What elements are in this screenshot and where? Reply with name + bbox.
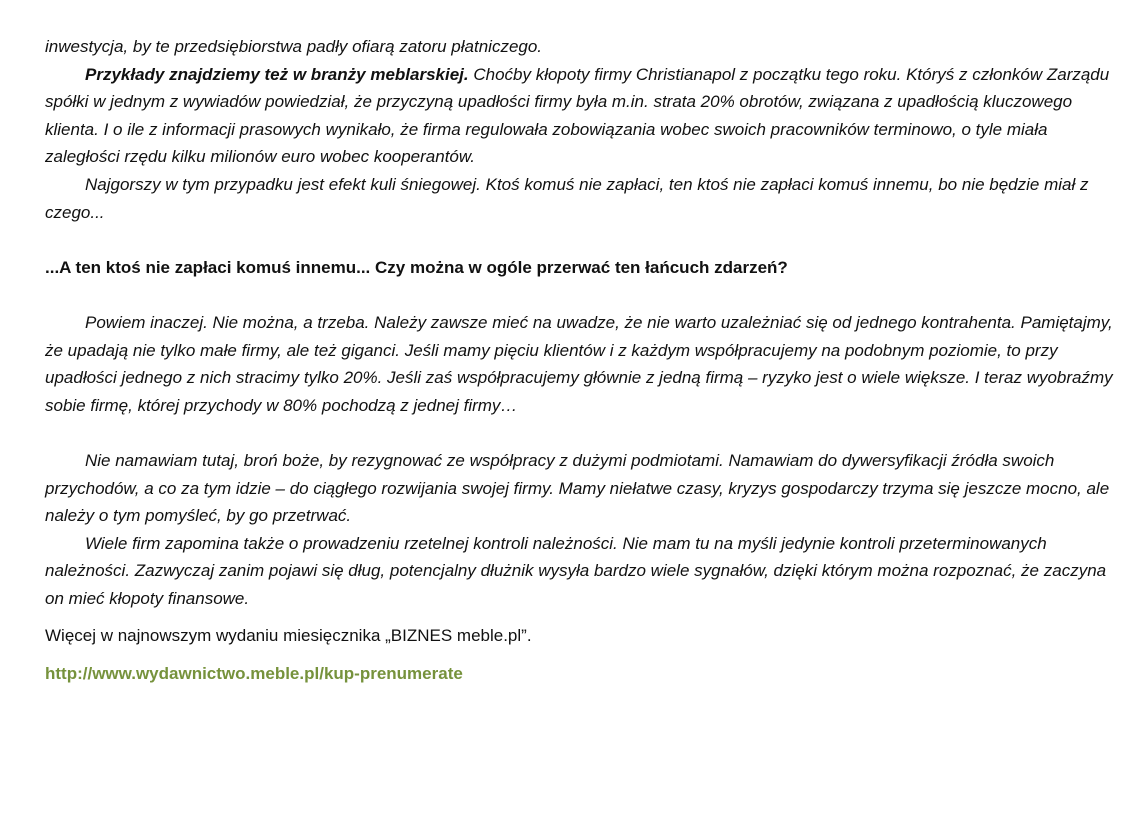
paragraph-lead-bold: Przykłady znajdziemy też w branży meblarskiej. (85, 64, 469, 84)
spacer (45, 281, 1115, 309)
more-info-line: Więcej w najnowszym wydaniu miesięcznika „BIZNES meble.pl”. (45, 626, 532, 646)
paragraph-receivables-control: Wiele firm zapomina także o prowadzeniu rzetelnej kontroli należności. Nie mam tu na myśli jedynie kontroli przeterminowanych należności. Zazwyczaj zanim pojawi się dług, potencjalny dłużnik wysyła bardzo wiele sygnałów, dzięki którym można rozpoznać, że zaczyna on mieć kłopoty finansowe. (45, 533, 1107, 608)
paragraph-text: Choćby kłopoty firmy Christianapol z początku tego roku. Któryś z członków Zarządu spółki w jednym z wywiadów powiedział, że przyczyną upadłości firmy była m.in. strata 20% obrotów, związana z upadłością kluczowego klienta. I o ile z informacji prasowych wynikało, że firma regulowała zobowiązania wobec swoich pracowników terminowo, o tyle miała zaległości rzędu kilku milionów euro wobec kooperantów. (45, 64, 1110, 167)
spacer (45, 226, 1115, 254)
paragraph-diversify-income: Nie namawiam tutaj, broń boże, by rezygnować ze współpracy z dużymi podmiotami. Namawiam do dywersyfikacji źródła swoich przychodów, a co za tym idzie – do ciągłego rozwijania swojej firmy. Mamy niełatwe czasy, kryzys gospodarczy trzyma się jeszcze mocno, ale należy o tym pomyśleć, by go przetrwać. (45, 450, 1110, 526)
paragraph-diversify-clients: Powiem inaczej. Nie można, a trzeba. Należy zawsze mieć na uwadze, że nie warto uzależniać się od jednego kontrahenta. Pamiętajmy, że upadają nie tylko małe firmy, ale też giganci. Jeśli mamy pięciu klientów i z każdym współpracujemy na podobnym poziomie, to przy upadłości jednego z nich stracimy tylko 20%. Jeśli zaś współpracujemy głównie z jedną firmą – ryzyko jest o wiele większe. I teraz wyobraźmy sobie firmę, której przychody w 80% pochodzą z jednej firmy… (45, 312, 1113, 415)
paragraph-snowball-effect: Najgorszy w tym przypadku jest efekt kuli śniegowej. Ktoś komuś nie zapłaci, ten ktoś nie zapłaci komuś innemu, bo nie będzie miał z czego... (45, 174, 1089, 222)
paragraph-continuation: inwestycja, by te przedsiębiorstwa padły ofiarą zatoru płatniczego. (45, 37, 543, 56)
section-heading: ...A ten ktoś nie zapłaci komuś innemu... Czy można w ogóle przerwać ten łańcuch zdarzeń? (45, 257, 788, 277)
article-body (45, 33, 1115, 688)
subscription-link[interactable]: http://www.wydawnictwo.meble.pl/kup-prenumerate (45, 664, 463, 684)
paragraph-furniture-industry (45, 61, 1115, 171)
spacer (45, 419, 1115, 447)
